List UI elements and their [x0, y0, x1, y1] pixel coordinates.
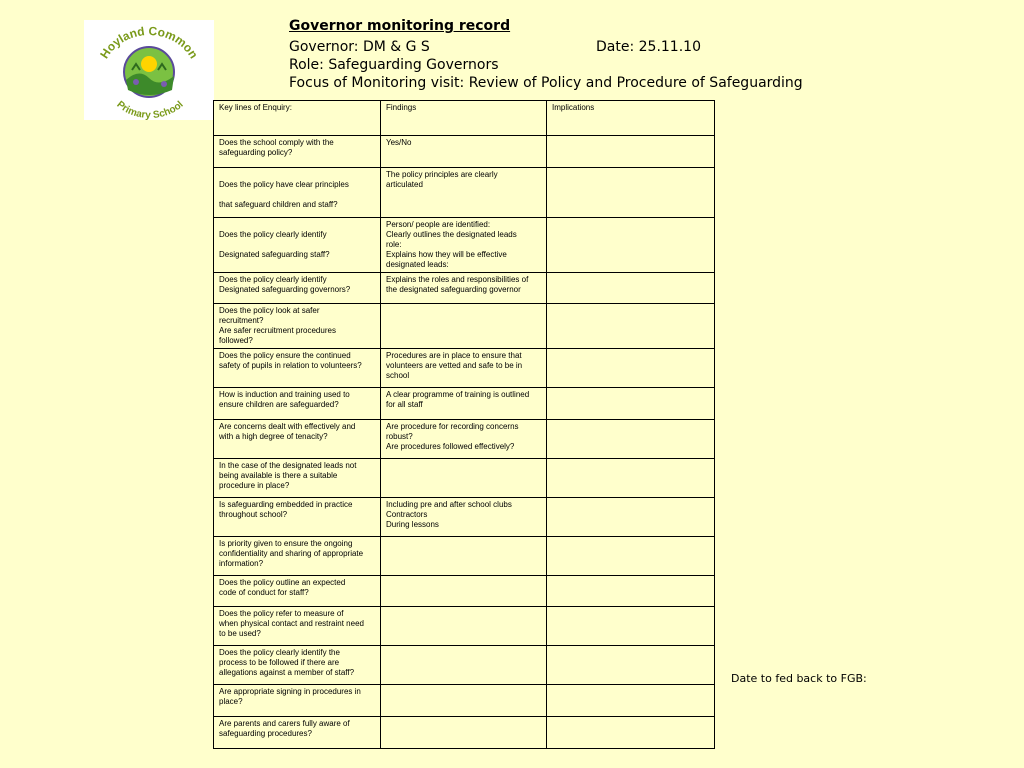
implications-cell — [547, 717, 715, 749]
document-title: Governor monitoring record — [289, 18, 511, 34]
findings-cell — [381, 459, 547, 498]
enquiry-cell: Does the policy clearly identify Designated safeguarding governors? — [214, 273, 381, 304]
implications-cell — [547, 576, 715, 607]
table-row — [214, 646, 715, 685]
enquiry-cell: Does the policy outline an expected code of conduct for staff? — [214, 576, 381, 607]
enquiry-cell: Are parents and carers fully aware of safeguarding procedures? — [214, 717, 381, 749]
findings-cell: Person/ people are identified: Clearly outlines the designated leads role: Explains how they will be effective designated leads: — [381, 218, 547, 273]
findings-cell: Yes/No — [381, 136, 547, 168]
findings-cell — [381, 717, 547, 749]
enquiry-cell: Does the policy clearly identify Designated safeguarding staff? — [214, 218, 381, 273]
implications-cell — [547, 168, 715, 218]
implications-cell — [547, 136, 715, 168]
implications-cell — [547, 388, 715, 420]
enquiry-cell: Does the policy clearly identify the process to be followed if there are allegations against a member of staff? — [214, 646, 381, 685]
table-row — [214, 717, 715, 749]
implications-cell — [547, 646, 715, 685]
implications-cell — [547, 459, 715, 498]
table-row — [214, 168, 715, 218]
logo-bottom-text: Primary School — [114, 99, 186, 120]
column-header-implications: Implications — [547, 101, 715, 136]
table-row — [214, 349, 715, 388]
implications-cell — [547, 304, 715, 349]
role-line: Role: Safeguarding Governors — [289, 57, 499, 73]
feedback-date-label: Date to fed back to FGB: — [731, 672, 867, 685]
enquiry-cell: Is safeguarding embedded in practice throughout school? — [214, 498, 381, 537]
implications-cell — [547, 607, 715, 646]
column-header-enquiry: Key lines of Enquiry: — [214, 101, 381, 136]
school-logo — [84, 20, 214, 120]
table-row — [214, 498, 715, 537]
enquiry-cell: Are concerns dealt with effectively and with a high degree of tenacity? — [214, 420, 381, 459]
findings-cell: Explains the roles and responsibilities of the designated safeguarding governor — [381, 273, 547, 304]
implications-cell — [547, 498, 715, 537]
findings-cell — [381, 607, 547, 646]
table-row — [214, 607, 715, 646]
enquiry-cell: Does the policy refer to measure of when physical contact and restraint need to be used? — [214, 607, 381, 646]
table-row — [214, 304, 715, 349]
findings-cell — [381, 304, 547, 349]
findings-cell: A clear programme of training is outlined for all staff — [381, 388, 547, 420]
enquiry-cell: In the case of the designated leads not being available is there a suitable procedure in place? — [214, 459, 381, 498]
table-row — [214, 420, 715, 459]
school-crest-icon — [84, 20, 214, 120]
table-row — [214, 388, 715, 420]
findings-cell — [381, 685, 547, 717]
implications-cell — [547, 218, 715, 273]
findings-cell: The policy principles are clearly articulated — [381, 168, 547, 218]
implications-cell — [547, 349, 715, 388]
table-row — [214, 537, 715, 576]
enquiry-cell: Does the policy look at safer recruitment? Are safer recruitment procedures followed? — [214, 304, 381, 349]
implications-cell — [547, 420, 715, 459]
focus-line: Focus of Monitoring visit: Review of Policy and Procedure of Safeguarding — [289, 75, 803, 91]
table-row — [214, 685, 715, 717]
findings-cell — [381, 646, 547, 685]
monitoring-table — [213, 100, 715, 749]
date-line: Date: 25.11.10 — [596, 39, 701, 55]
svg-text:Primary School — [114, 99, 185, 120]
governor-line: Governor: DM & G S — [289, 39, 430, 55]
enquiry-cell: Does the policy have clear principles that safeguard children and staff? — [214, 168, 381, 218]
enquiry-cell: Does the policy ensure the continued safety of pupils in relation to volunteers? — [214, 349, 381, 388]
findings-cell — [381, 576, 547, 607]
implications-cell — [547, 537, 715, 576]
enquiry-cell: Does the school comply with the safeguarding policy? — [214, 136, 381, 168]
logo-top-text: Hoyland Common — [97, 23, 201, 62]
enquiry-cell: Is priority given to ensure the ongoing confidentiality and sharing of appropriate information? — [214, 537, 381, 576]
table-row — [214, 576, 715, 607]
table-row — [214, 136, 715, 168]
findings-cell: Including pre and after school clubs Contractors During lessons — [381, 498, 547, 537]
implications-cell — [547, 685, 715, 717]
findings-cell: Procedures are in place to ensure that volunteers are vetted and safe to be in school — [381, 349, 547, 388]
table-row — [214, 218, 715, 273]
enquiry-cell: Are appropriate signing in procedures in place? — [214, 685, 381, 717]
table-row — [214, 459, 715, 498]
implications-cell — [547, 273, 715, 304]
enquiry-cell: How is induction and training used to ensure children are safeguarded? — [214, 388, 381, 420]
table-row — [214, 273, 715, 304]
findings-cell: Are procedure for recording concerns robust? Are procedures followed effectively? — [381, 420, 547, 459]
column-header-findings: Findings — [381, 101, 547, 136]
table-header-row — [214, 101, 715, 136]
findings-cell — [381, 537, 547, 576]
